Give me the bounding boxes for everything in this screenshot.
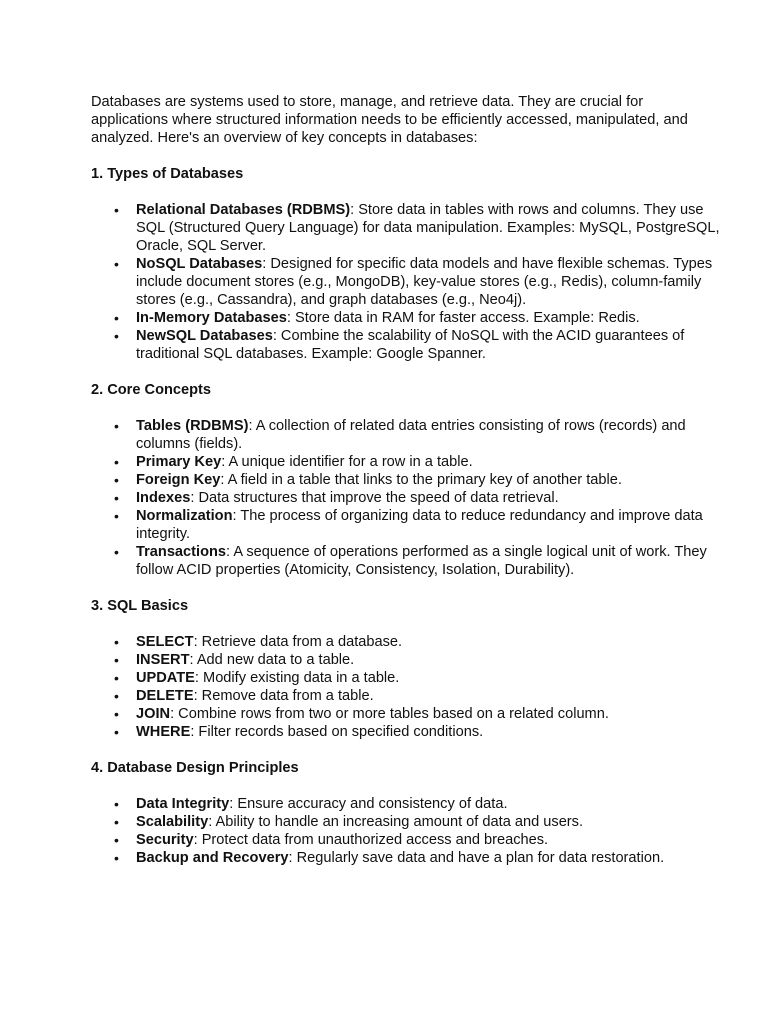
item-term: Primary Key [136, 454, 222, 470]
document-page [91, 93, 721, 867]
item-term: SELECT [136, 634, 194, 650]
bullet-icon: • [114, 454, 119, 470]
list-item [91, 687, 721, 705]
section-types-of-databases [91, 165, 721, 363]
list-item [91, 831, 721, 849]
list-item [91, 705, 721, 723]
bullet-icon: • [114, 310, 119, 326]
bullet-list [91, 633, 721, 741]
section-heading: 4. Database Design Principles [91, 760, 299, 776]
section-sql-basics [91, 597, 721, 741]
item-text: : Data structures that improve the speed of data retrieval. [190, 490, 559, 506]
item-text: : A collection of related data entries consisting of rows (records) and columns (fields). [136, 418, 686, 452]
bullet-icon: • [114, 472, 119, 488]
item-text: : Combine rows from two or more tables based on a related column. [170, 706, 609, 722]
intro-paragraph: Databases are systems used to store, manage, and retrieve data. They are crucial for applications where structured information needs to be efficiently accessed, manipulated, and analyzed. Here's an overview of key concepts in databases: [91, 94, 688, 146]
item-term: Scalability [136, 814, 209, 830]
item-text: : A unique identifier for a row in a table. [221, 454, 473, 470]
bullet-icon: • [114, 670, 119, 686]
section-heading: 2. Core Concepts [91, 382, 212, 398]
list-item [91, 633, 721, 651]
item-text: : Retrieve data from a database. [193, 634, 403, 650]
bullet-icon: • [114, 688, 119, 704]
item-text: : Combine the scalability of NoSQL with the ACID guarantees of traditional SQL databases. Example: Google Spanner. [136, 328, 685, 362]
bullet-icon: • [114, 634, 119, 650]
list-item [91, 201, 721, 255]
bullet-icon: • [114, 544, 119, 560]
section-heading: 3. SQL Basics [91, 598, 189, 614]
item-term: Relational Databases (RDBMS) [136, 202, 351, 218]
item-text: : Remove data from a table. [193, 688, 374, 704]
bullet-icon: • [114, 202, 119, 218]
item-text: : Modify existing data in a table. [194, 670, 400, 686]
list-item [91, 543, 721, 579]
bullet-icon: • [114, 418, 119, 434]
item-term: Data Integrity [136, 796, 230, 812]
item-text: : Ensure accuracy and consistency of data. [229, 796, 508, 812]
item-term: JOIN [136, 706, 171, 722]
item-term: Foreign Key [136, 472, 221, 488]
section-database-design-principles [91, 759, 721, 867]
list-item [91, 255, 721, 309]
list-item [91, 723, 721, 741]
item-text: : Regularly save data and have a plan for data restoration. [288, 850, 665, 866]
list-item [91, 507, 721, 543]
item-text: : Add new data to a table. [189, 652, 355, 668]
list-item [91, 417, 721, 453]
item-term: In-Memory Databases [136, 310, 287, 326]
item-text: : The process of organizing data to reduce redundancy and improve data integrity. [136, 508, 703, 542]
item-term: UPDATE [136, 670, 195, 686]
bullet-list [91, 795, 721, 867]
list-item [91, 813, 721, 831]
item-term: NewSQL Databases [136, 328, 273, 344]
item-text: : Protect data from unauthorized access and breaches. [193, 832, 549, 848]
bullet-icon: • [114, 256, 119, 272]
bullet-icon: • [114, 724, 119, 740]
item-text: : A sequence of operations performed as a single logical unit of work. They follow ACID properties (Atomicity, Consistency, Isolation, Durability). [136, 544, 707, 578]
item-text: : A field in a table that links to the primary key of another table. [220, 472, 622, 488]
bullet-list [91, 201, 721, 363]
bullet-icon: • [114, 832, 119, 848]
bullet-icon: • [114, 850, 119, 866]
list-item [91, 849, 721, 867]
bullet-icon: • [114, 652, 119, 668]
item-term: Security [136, 832, 194, 848]
item-term: INSERT [136, 652, 190, 668]
section-core-concepts [91, 381, 721, 579]
item-term: NoSQL Databases [136, 256, 263, 272]
item-term: Normalization [136, 508, 233, 524]
list-item [91, 795, 721, 813]
bullet-icon: • [114, 814, 119, 830]
item-term: DELETE [136, 688, 194, 704]
item-text: : Designed for specific data models and have flexible schemas. Types include document stores (e.g., MongoDB), key-value stores (e.g., Redis), column-family stores (e.g., Cassandra), and graph databases (e.g., Neo4j). [136, 256, 713, 308]
section-heading: 1. Types of Databases [91, 166, 244, 182]
list-item [91, 309, 721, 327]
list-item [91, 489, 721, 507]
bullet-icon: • [114, 490, 119, 506]
item-text: : Ability to handle an increasing amount of data and users. [208, 814, 584, 830]
item-text: : Filter records based on specified conditions. [190, 724, 484, 740]
bullet-icon: • [114, 706, 119, 722]
bullet-list [91, 417, 721, 579]
list-item [91, 651, 721, 669]
list-item [91, 453, 721, 471]
list-item [91, 327, 721, 363]
item-term: Indexes [136, 490, 191, 506]
bullet-icon: • [114, 328, 119, 344]
list-item [91, 669, 721, 687]
bullet-icon: • [114, 796, 119, 812]
item-text: : Store data in tables with rows and columns. They use SQL (Structured Query Language) for data manipulation. Examples: MySQL, PostgreSQL, Oracle, SQL Server. [136, 202, 720, 254]
item-term: Tables (RDBMS) [136, 418, 249, 434]
bullet-icon: • [114, 508, 119, 524]
list-item [91, 471, 721, 489]
item-term: Backup and Recovery [136, 850, 289, 866]
item-term: WHERE [136, 724, 191, 740]
item-term: Transactions [136, 544, 227, 560]
item-text: : Store data in RAM for faster access. Example: Redis. [286, 310, 640, 326]
